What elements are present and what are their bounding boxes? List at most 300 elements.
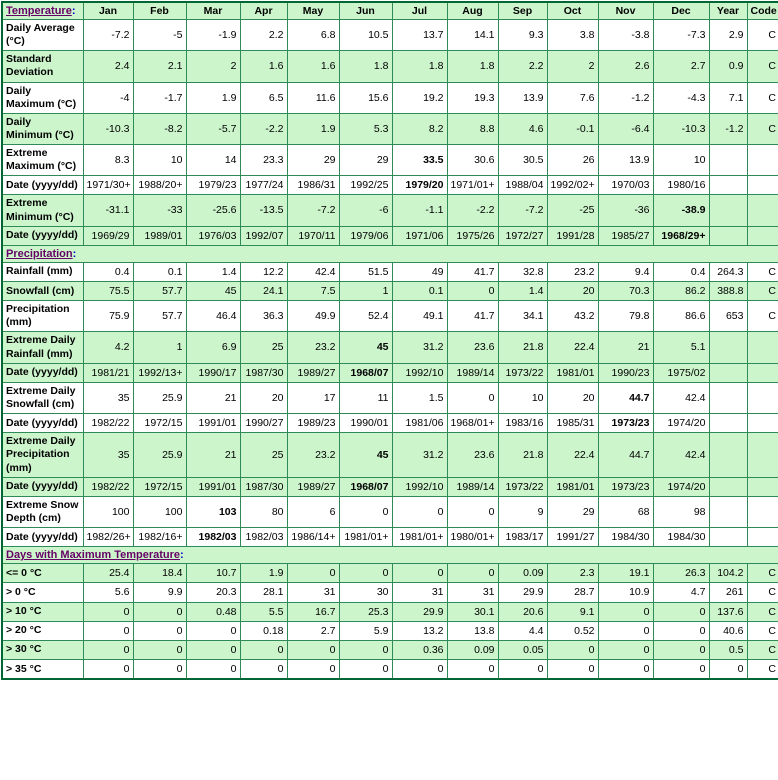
cell: 75.9 [83, 301, 133, 332]
cell: 0 [339, 640, 392, 659]
cell: 0.1 [133, 262, 186, 281]
row-label: Daily Maximum (°C) [2, 82, 83, 113]
cell: 18.4 [133, 564, 186, 583]
row-label: Date (yyyy/dd) [2, 176, 83, 195]
cell: 30.5 [498, 145, 547, 176]
cell [709, 226, 747, 245]
cell: 1989/27 [287, 363, 339, 382]
cell: 40.6 [709, 621, 747, 640]
cell: -7.2 [83, 20, 133, 51]
cell: 13.8 [447, 621, 498, 640]
cell: 0 [709, 660, 747, 680]
cell: 1971/01+ [447, 176, 498, 195]
row-label: > 20 °C [2, 621, 83, 640]
cell: 137.6 [709, 602, 747, 621]
cell: 1990/27 [240, 414, 287, 433]
table-row [2, 433, 778, 477]
table-row [2, 414, 778, 433]
cell: 0 [186, 621, 240, 640]
table-row [2, 20, 778, 51]
cell: 0.9 [709, 51, 747, 82]
cell: 1989/14 [447, 363, 498, 382]
row-label: Extreme Minimum (°C) [2, 195, 83, 226]
cell: 21 [186, 382, 240, 413]
cell: 1.5 [392, 382, 447, 413]
cell: 10 [133, 145, 186, 176]
cell: 2.2 [240, 20, 287, 51]
cell: 1.8 [339, 51, 392, 82]
cell: -25.6 [186, 195, 240, 226]
cell: 1990/01 [339, 414, 392, 433]
climate-normals-table [1, 1, 778, 680]
cell: 2.6 [598, 51, 653, 82]
cell: -7.3 [653, 20, 709, 51]
cell: 26.3 [653, 564, 709, 583]
cell: -10.3 [83, 113, 133, 144]
cell: -1.7 [133, 82, 186, 113]
cell: 29 [287, 145, 339, 176]
cell: 1992/10 [392, 363, 447, 382]
cell: 1987/30 [240, 477, 287, 496]
table-row [2, 262, 778, 281]
cell [709, 528, 747, 547]
cell: 0.05 [498, 640, 547, 659]
table-row [2, 602, 778, 621]
cell: 45 [186, 282, 240, 301]
column-header-oct: Oct [547, 2, 598, 20]
cell: 1974/20 [653, 414, 709, 433]
cell: -10.3 [653, 113, 709, 144]
cell: 100 [83, 496, 133, 527]
row-label: > 35 °C [2, 660, 83, 680]
table-row [2, 176, 778, 195]
cell: C [747, 564, 778, 583]
column-header-jul: Jul [392, 2, 447, 20]
cell: 0 [287, 640, 339, 659]
cell: 75.5 [83, 282, 133, 301]
cell: 31 [447, 583, 498, 602]
cell: 1980/16 [653, 176, 709, 195]
cell: 79.8 [598, 301, 653, 332]
cell: 19.2 [392, 82, 447, 113]
cell: 25.4 [83, 564, 133, 583]
cell: 28.7 [547, 583, 598, 602]
cell: 8.2 [392, 113, 447, 144]
temperature-section-header-cell [2, 2, 83, 20]
cell: 98 [653, 496, 709, 527]
cell [747, 414, 778, 433]
cell [709, 145, 747, 176]
cell: -5 [133, 20, 186, 51]
row-label: > 0 °C [2, 583, 83, 602]
cell: 2 [547, 51, 598, 82]
cell: 1982/03 [240, 528, 287, 547]
cell: 1.9 [240, 564, 287, 583]
cell: 1992/13+ [133, 363, 186, 382]
cell: 23.6 [447, 332, 498, 363]
cell: 100 [133, 496, 186, 527]
cell: 0 [598, 640, 653, 659]
cell [747, 176, 778, 195]
cell: 1986/14+ [287, 528, 339, 547]
cell: 1982/22 [83, 477, 133, 496]
column-header-sep: Sep [498, 2, 547, 20]
cell: 0 [83, 602, 133, 621]
cell [747, 195, 778, 226]
cell: 0.5 [709, 640, 747, 659]
cell: 1981/01+ [339, 528, 392, 547]
cell: 0 [447, 496, 498, 527]
cell: 25 [240, 332, 287, 363]
cell: 1979/20 [392, 176, 447, 195]
row-label: Extreme Snow Depth (cm) [2, 496, 83, 527]
cell: 2.1 [133, 51, 186, 82]
cell: 2.2 [498, 51, 547, 82]
cell [709, 433, 747, 477]
cell: 0.09 [498, 564, 547, 583]
table-row [2, 82, 778, 113]
cell: -33 [133, 195, 186, 226]
cell: 1992/07 [240, 226, 287, 245]
cell: 0.18 [240, 621, 287, 640]
cell: 30 [339, 583, 392, 602]
cell: 7.1 [709, 82, 747, 113]
cell: 31 [392, 583, 447, 602]
cell: 1981/01 [547, 363, 598, 382]
cell: 6.9 [186, 332, 240, 363]
cell [709, 496, 747, 527]
temperature-section-link[interactable]: Temperature [6, 5, 72, 17]
cell: C [747, 113, 778, 144]
cell: -4.3 [653, 82, 709, 113]
cell: -5.7 [186, 113, 240, 144]
cell: 5.9 [339, 621, 392, 640]
section-header-cell [2, 245, 778, 262]
cell: 0 [653, 660, 709, 680]
cell: 2.7 [653, 51, 709, 82]
cell: 15.6 [339, 82, 392, 113]
cell: 11 [339, 382, 392, 413]
cell: 1.6 [287, 51, 339, 82]
cell: 0 [287, 564, 339, 583]
cell: 1983/17 [498, 528, 547, 547]
cell: 9.9 [133, 583, 186, 602]
cell: 1990/23 [598, 363, 653, 382]
cell: 25.9 [133, 433, 186, 477]
cell: 1985/31 [547, 414, 598, 433]
cell: 24.1 [240, 282, 287, 301]
row-label: Extreme Daily Precipitation (mm) [2, 433, 83, 477]
cell: 1990/17 [186, 363, 240, 382]
cell: 70.3 [598, 282, 653, 301]
cell [747, 496, 778, 527]
section-colon: : [72, 247, 77, 260]
cell: 0 [186, 640, 240, 659]
cell: 80 [240, 496, 287, 527]
cell: 86.6 [653, 301, 709, 332]
cell: 1991/01 [186, 477, 240, 496]
row-label: Date (yyyy/dd) [2, 414, 83, 433]
cell: 1980/01+ [447, 528, 498, 547]
cell: 0 [287, 660, 339, 680]
cell: 42.4 [653, 433, 709, 477]
cell: 6.5 [240, 82, 287, 113]
cell: 103 [186, 496, 240, 527]
column-header-apr: Apr [240, 2, 287, 20]
cell: 11.6 [287, 82, 339, 113]
cell: 0 [133, 660, 186, 680]
column-header-may: May [287, 2, 339, 20]
cell: 20.6 [498, 602, 547, 621]
cell: 9 [498, 496, 547, 527]
cell: 44.7 [598, 382, 653, 413]
row-label: <= 0 °C [2, 564, 83, 583]
cell: 264.3 [709, 262, 747, 281]
cell: 29.9 [392, 602, 447, 621]
row-label: Daily Average (°C) [2, 20, 83, 51]
row-label: Extreme Maximum (°C) [2, 145, 83, 176]
row-label: > 30 °C [2, 640, 83, 659]
cell: 1972/15 [133, 414, 186, 433]
cell: 261 [709, 583, 747, 602]
cell: 23.6 [447, 433, 498, 477]
cell: 3.8 [547, 20, 598, 51]
cell: 45 [339, 332, 392, 363]
cell: 10.5 [339, 20, 392, 51]
cell: 16.7 [287, 602, 339, 621]
table-row [2, 51, 778, 82]
cell: 1.4 [498, 282, 547, 301]
row-label: Daily Minimum (°C) [2, 113, 83, 144]
cell: 25.3 [339, 602, 392, 621]
cell: 49 [392, 262, 447, 281]
cell: 0 [83, 660, 133, 680]
cell: C [747, 621, 778, 640]
row-label: Date (yyyy/dd) [2, 477, 83, 496]
cell: 35 [83, 433, 133, 477]
cell: 1987/30 [240, 363, 287, 382]
cell: 35 [83, 382, 133, 413]
section-header-cell [2, 547, 778, 564]
cell: -38.9 [653, 195, 709, 226]
cell: 0.4 [83, 262, 133, 281]
cell: -1.2 [598, 82, 653, 113]
cell: 1991/28 [547, 226, 598, 245]
cell: 13.2 [392, 621, 447, 640]
cell: 1973/23 [598, 414, 653, 433]
cell: 1979/23 [186, 176, 240, 195]
cell: 19.3 [447, 82, 498, 113]
cell: 49.1 [392, 301, 447, 332]
cell: 0 [392, 496, 447, 527]
row-label: Precipitation (mm) [2, 301, 83, 332]
cell: 0 [392, 660, 447, 680]
cell: 9.3 [498, 20, 547, 51]
cell: 29 [547, 496, 598, 527]
cell: 31 [287, 583, 339, 602]
cell [709, 363, 747, 382]
header-row [2, 2, 778, 20]
cell: 68 [598, 496, 653, 527]
cell: 0 [598, 602, 653, 621]
cell: 1.6 [240, 51, 287, 82]
row-label: Rainfall (mm) [2, 262, 83, 281]
cell: 19.1 [598, 564, 653, 583]
cell [747, 226, 778, 245]
cell: 4.2 [83, 332, 133, 363]
cell: 1.4 [186, 262, 240, 281]
cell: 0 [339, 496, 392, 527]
cell [709, 477, 747, 496]
cell: 1982/16+ [133, 528, 186, 547]
cell: 26 [547, 145, 598, 176]
cell: 0 [447, 564, 498, 583]
cell: 23.2 [547, 262, 598, 281]
cell: 2.3 [547, 564, 598, 583]
cell: 57.7 [133, 282, 186, 301]
cell: 6 [287, 496, 339, 527]
cell: 10.9 [598, 583, 653, 602]
cell: 1979/06 [339, 226, 392, 245]
column-header-code: Code [747, 2, 778, 20]
cell: C [747, 51, 778, 82]
cell: 20 [547, 282, 598, 301]
cell: 29 [339, 145, 392, 176]
cell: 36.3 [240, 301, 287, 332]
cell: 1988/20+ [133, 176, 186, 195]
cell: 1973/22 [498, 363, 547, 382]
section-link[interactable]: Days with Maximum Temperature [6, 549, 181, 562]
table-row [2, 660, 778, 680]
cell: 43.2 [547, 301, 598, 332]
cell: 0.36 [392, 640, 447, 659]
cell: 1989/01 [133, 226, 186, 245]
cell: 1988/04 [498, 176, 547, 195]
cell: -3.8 [598, 20, 653, 51]
cell: 31.2 [392, 433, 447, 477]
cell: -13.5 [240, 195, 287, 226]
row-label: Extreme Daily Rainfall (mm) [2, 332, 83, 363]
row-label: Snowfall (cm) [2, 282, 83, 301]
cell: 1968/07 [339, 363, 392, 382]
cell: 1972/15 [133, 477, 186, 496]
cell: 29.9 [498, 583, 547, 602]
cell: 0 [240, 660, 287, 680]
cell: -7.2 [287, 195, 339, 226]
cell: C [747, 583, 778, 602]
cell: 86.2 [653, 282, 709, 301]
cell: 17 [287, 382, 339, 413]
cell: 0 [83, 621, 133, 640]
cell: 1 [339, 282, 392, 301]
cell: 7.6 [547, 82, 598, 113]
table-row [2, 332, 778, 363]
cell: 10 [498, 382, 547, 413]
cell: 10 [653, 145, 709, 176]
cell: 0.4 [653, 262, 709, 281]
cell: 1989/23 [287, 414, 339, 433]
cell: 13.9 [598, 145, 653, 176]
cell: 1.8 [392, 51, 447, 82]
cell: 0 [339, 660, 392, 680]
cell [747, 332, 778, 363]
cell: C [747, 640, 778, 659]
table-row [2, 640, 778, 659]
cell: 23.2 [287, 332, 339, 363]
cell: 0 [598, 660, 653, 680]
table-row [2, 496, 778, 527]
cell: 12.2 [240, 262, 287, 281]
cell: 8.3 [83, 145, 133, 176]
cell: 1982/22 [83, 414, 133, 433]
cell: -2.2 [240, 113, 287, 144]
cell [709, 414, 747, 433]
cell: 1983/16 [498, 414, 547, 433]
cell: -0.1 [547, 113, 598, 144]
cell: -2.2 [447, 195, 498, 226]
cell: C [747, 262, 778, 281]
cell: 1.9 [287, 113, 339, 144]
cell: 1971/06 [392, 226, 447, 245]
cell: 1975/26 [447, 226, 498, 245]
cell: 1.8 [447, 51, 498, 82]
cell: -4 [83, 82, 133, 113]
cell: -8.2 [133, 113, 186, 144]
cell: 14.1 [447, 20, 498, 51]
cell [747, 528, 778, 547]
cell: 25 [240, 433, 287, 477]
column-header-aug: Aug [447, 2, 498, 20]
cell: 9.1 [547, 602, 598, 621]
cell: 20 [547, 382, 598, 413]
cell: 0.48 [186, 602, 240, 621]
cell: 5.1 [653, 332, 709, 363]
cell: 5.3 [339, 113, 392, 144]
section-link[interactable]: Precipitation [6, 247, 73, 260]
cell: 2.4 [83, 51, 133, 82]
cell: 21 [186, 433, 240, 477]
cell: 1986/31 [287, 176, 339, 195]
cell [747, 433, 778, 477]
section-colon: : [180, 549, 184, 562]
cell: 0 [447, 382, 498, 413]
cell: 41.7 [447, 301, 498, 332]
cell: 1981/01 [547, 477, 598, 496]
table-row [2, 528, 778, 547]
cell: 1984/30 [653, 528, 709, 547]
cell: 1984/30 [598, 528, 653, 547]
cell: 22.4 [547, 332, 598, 363]
cell: C [747, 660, 778, 680]
cell [709, 176, 747, 195]
section-colon: : [71, 5, 76, 17]
cell: 1970/11 [287, 226, 339, 245]
cell: -7.2 [498, 195, 547, 226]
cell: 30.1 [447, 602, 498, 621]
cell: 0 [447, 660, 498, 680]
cell: 104.2 [709, 564, 747, 583]
cell: 0 [83, 640, 133, 659]
column-header-mar: Mar [186, 2, 240, 20]
column-header-jan: Jan [83, 2, 133, 20]
cell: 52.4 [339, 301, 392, 332]
cell: 1972/27 [498, 226, 547, 245]
cell: C [747, 282, 778, 301]
column-header-jun: Jun [339, 2, 392, 20]
cell: 30.6 [447, 145, 498, 176]
cell: 1981/06 [392, 414, 447, 433]
cell: 1971/30+ [83, 176, 133, 195]
